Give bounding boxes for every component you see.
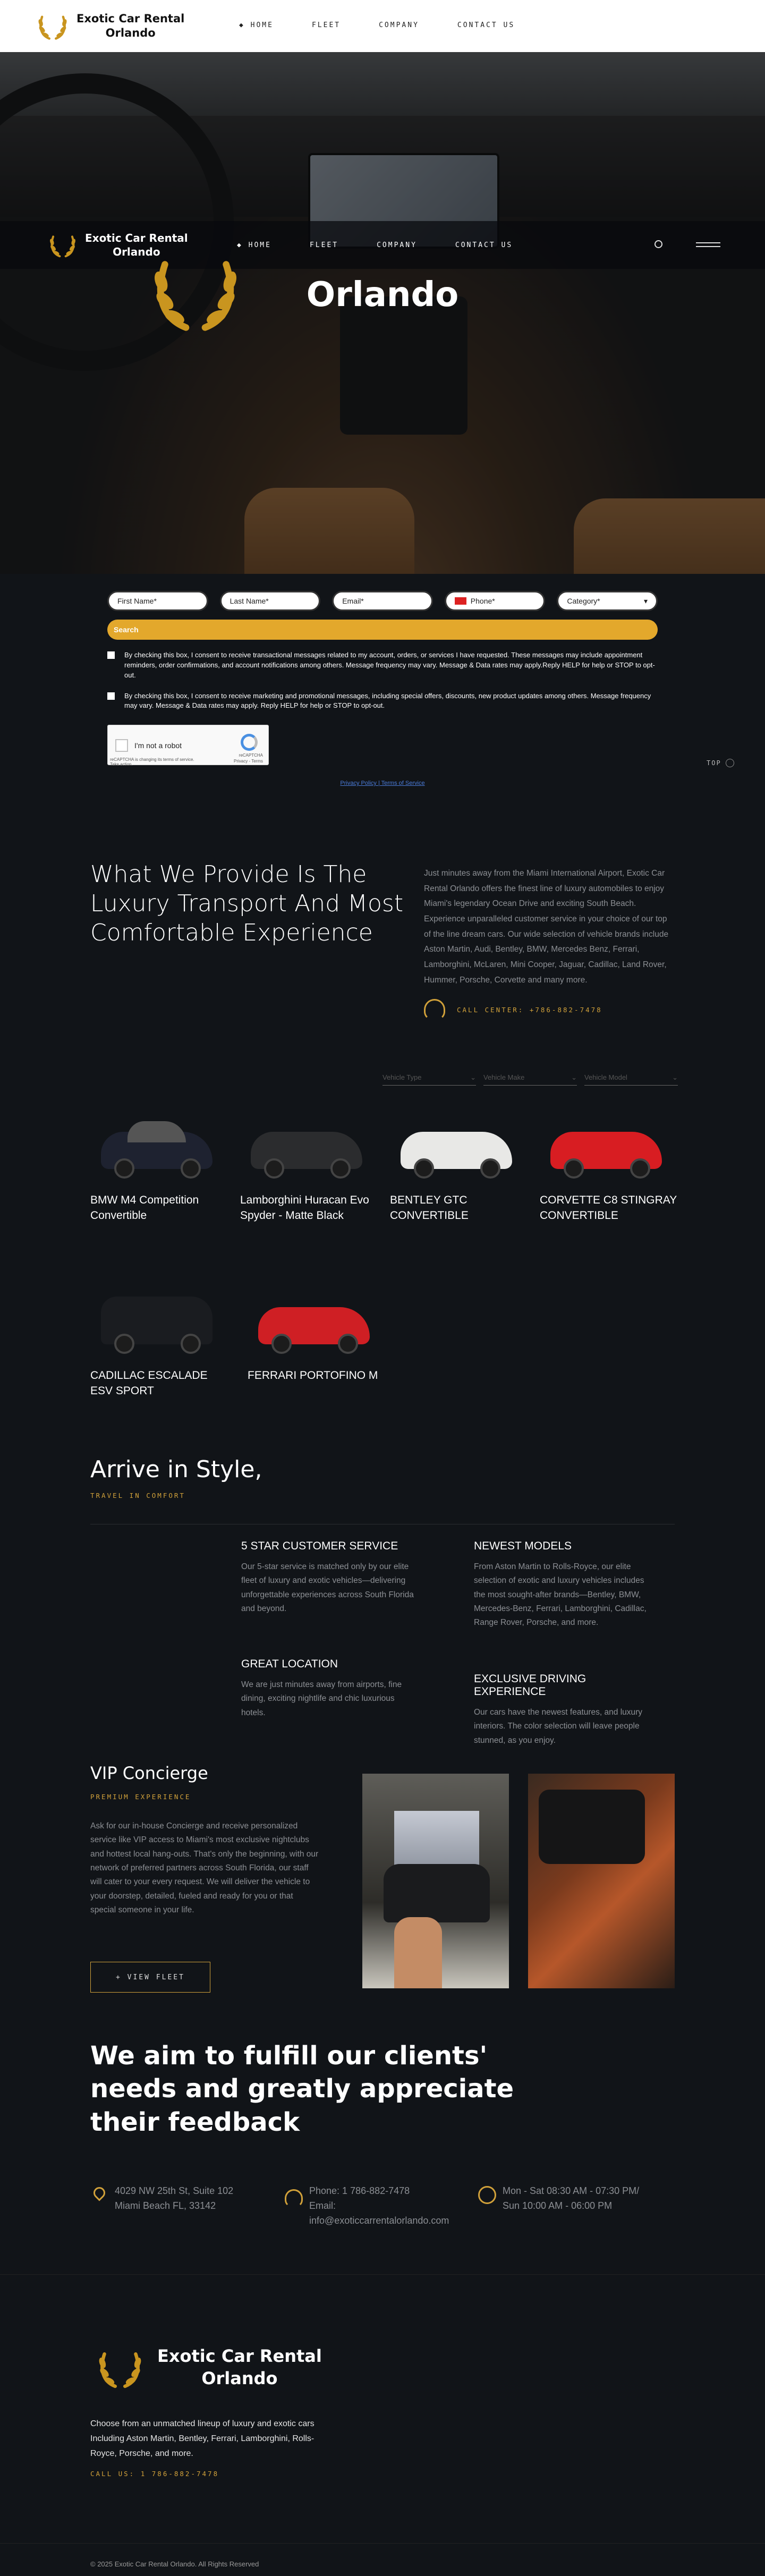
nav-fleet[interactable]: FLEET xyxy=(309,241,339,249)
hours-line-1: Mon - Sat 08:30 AM - 07:30 PM/ xyxy=(503,2185,640,2196)
arrow-up-icon xyxy=(726,759,734,767)
car-wheel xyxy=(630,1158,650,1179)
hours-text xyxy=(503,2184,639,2214)
car-card[interactable] xyxy=(240,1100,378,1224)
car-card[interactable] xyxy=(540,1100,678,1224)
last-name-input[interactable]: Last Name* xyxy=(220,591,321,611)
feature-text: We are just minutes away from airports, fine dining, exciting nightlife and chic luxurious hotels. xyxy=(241,1680,402,1717)
photo-dashboard xyxy=(539,1790,645,1864)
provide-text: Just minutes away from the Miami International Airport, Exotic Car Rental Orlando offers the finest line of luxury automobiles to enjoy Miami's legendary Ocean Drive and exciting South Beach. Experience unparalleled customer service in your choice of our top of the line dream cars. Our wide selection of vehicle brands include Aston Martin, Audi, Bentley, BMW, Mercedes Benz, Ferrari, Lamborghini, McLaren, Mini Cooper, Jaguar, Cadillac, Land Rover, Hummer, Porsche, Corvette and many more. xyxy=(424,869,669,985)
headset-icon xyxy=(285,2189,303,2207)
consent-marketing xyxy=(107,691,658,711)
hero-title: Orlando xyxy=(306,275,459,315)
car-name[interactable]: BENTLEY GTC CONVERTIBLE xyxy=(390,1194,469,1222)
call-center[interactable] xyxy=(424,999,602,1020)
footer-divider xyxy=(0,2274,765,2275)
nav-home-label: HOME xyxy=(250,21,274,29)
footer-brand-name xyxy=(157,2345,322,2389)
chevron-down-icon: ⌄ xyxy=(571,1073,577,1081)
feature-item xyxy=(241,1658,416,1720)
nav-contact[interactable]: CONTACT US xyxy=(457,21,515,29)
contact-hours xyxy=(478,2184,639,2214)
copyright: © 2025 Exotic Car Rental Orlando. All Rights Reserved xyxy=(90,2560,259,2568)
address-text xyxy=(115,2184,233,2214)
photo-car xyxy=(384,1864,490,1922)
lead-form xyxy=(107,591,658,786)
brand-name xyxy=(76,12,184,41)
feature-title: 5 STAR CUSTOMER SERVICE xyxy=(241,1540,398,1552)
car-image[interactable] xyxy=(248,1275,386,1366)
car-wheel xyxy=(181,1158,201,1179)
car-wheel xyxy=(114,1158,134,1179)
car-wheel xyxy=(414,1158,434,1179)
feature-text: From Aston Martin to Rolls-Royce, our elite selection of exotic and luxury vehicles includes the most sought-after brands—Bentley, BMW, Mercedes-Benz, Ferrari, Lamborghini, Cadillac, Range Rover, Porsche, and more. xyxy=(474,1562,647,1628)
vip-heading: VIP Concierge xyxy=(90,1763,208,1783)
concierge-photo-keyfob xyxy=(362,1774,509,1988)
brand-logo[interactable] xyxy=(36,10,184,43)
clock-icon xyxy=(478,2186,496,2204)
vehicle-make-label: Vehicle Make xyxy=(483,1073,525,1081)
laurel-icon xyxy=(36,10,69,43)
address-line-1: 4029 NW 25th St, Suite 102 xyxy=(115,2185,234,2196)
brand-line-2: Orlando xyxy=(201,2368,278,2388)
car-wheel xyxy=(564,1158,584,1179)
brand-line-1: Exotic Car Rental xyxy=(76,12,185,25)
recaptcha-terms[interactable]: Privacy - Terms xyxy=(234,759,263,764)
vehicle-type-label: Vehicle Type xyxy=(382,1073,422,1081)
vehicle-filters xyxy=(382,1073,678,1086)
brand-line-2: Orlando xyxy=(113,245,160,258)
category-select[interactable] xyxy=(557,591,658,611)
nav-home[interactable]: ◆ HOME xyxy=(239,21,274,29)
flag-icon[interactable] xyxy=(455,597,466,605)
headset-icon xyxy=(424,999,445,1020)
car-wheel xyxy=(264,1158,284,1179)
car-card[interactable] xyxy=(90,1275,228,1399)
view-fleet-button[interactable]: + VIEW FLEET xyxy=(90,1962,210,1993)
consent-transactional xyxy=(107,650,658,681)
recaptcha-notice[interactable]: reCAPTCHA is changing its terms of service. Take action. xyxy=(110,757,194,767)
car-name[interactable]: CORVETTE C8 STINGRAY CONVERTIBLE xyxy=(540,1194,677,1222)
first-name-input[interactable]: First Name* xyxy=(107,591,208,611)
site-header xyxy=(0,0,765,52)
car-wheel xyxy=(480,1158,500,1179)
phone-input[interactable] xyxy=(445,591,546,611)
arrive-section-heading xyxy=(90,1456,262,1499)
sticky-nav xyxy=(237,241,551,249)
category-placeholder: Category* xyxy=(567,597,600,605)
feature-item xyxy=(474,1540,649,1630)
phone-text[interactable]: Phone: 1 786-882-7478 xyxy=(309,2185,410,2196)
photo-hand xyxy=(394,1917,442,1988)
laurel-icon xyxy=(48,230,78,260)
chevron-down-icon: ⌄ xyxy=(672,1073,678,1081)
feature-item xyxy=(241,1540,416,1616)
contact-address xyxy=(90,2184,233,2214)
car-name[interactable]: Lamborghini Huracan Evo Spyder - Matte Black xyxy=(240,1194,369,1222)
location-pin-icon xyxy=(91,2184,107,2201)
footer-bottom-divider xyxy=(0,2543,765,2544)
menu-icon[interactable] xyxy=(696,242,720,250)
consent-transactional-checkbox[interactable] xyxy=(107,651,115,659)
feature-text: Our cars have the newest features, and luxury interiors. The color selection will leave people stunned, as you enjoy. xyxy=(474,1708,643,1745)
sticky-header xyxy=(0,221,765,269)
feature-title: GREAT LOCATION xyxy=(241,1658,338,1670)
footer-call[interactable]: CALL US: 1 786-882-7478 xyxy=(90,2470,219,2478)
address-line-2: Miami Beach FL, 33142 xyxy=(115,2200,216,2211)
car-card[interactable] xyxy=(248,1275,386,1383)
vip-text: Ask for our in-house Concierge and receive personalized service like VIP access to Miami's most exclusive nightclubs and hottest local hang-outs. That's only the beginning, with our network of preferred partners across South Florida, our staff will cater to your every request. We will deliver the vehicle to your doorstep, detailed, fueled and ready for you or that special someone in your life. xyxy=(90,1821,319,1915)
form-fields-row xyxy=(107,591,658,611)
chevron-down-icon: ▾ xyxy=(643,596,648,605)
car-wheel xyxy=(271,1334,292,1354)
car-image[interactable] xyxy=(90,1275,228,1366)
feature-text: Our 5-star service is matched only by our elite fleet of luxury and exotic vehicles—delivering unforgettable experiences across South Florida and beyond. xyxy=(241,1562,414,1614)
vehicle-type-select[interactable] xyxy=(382,1073,476,1086)
nav-home-label: HOME xyxy=(248,241,271,249)
feature-title: EXCLUSIVE DRIVING EXPERIENCE xyxy=(474,1673,586,1698)
recaptcha-checkbox[interactable] xyxy=(115,739,128,752)
car-cabin xyxy=(128,1121,186,1142)
recaptcha-widget xyxy=(107,725,269,765)
brand-line-2: Orlando xyxy=(105,27,156,39)
concierge-photo-interior xyxy=(528,1774,675,1988)
arrive-subheading: TRAVEL IN COMFORT xyxy=(90,1492,185,1499)
footer-logo[interactable] xyxy=(96,2343,322,2392)
vehicle-model-label: Vehicle Model xyxy=(584,1073,627,1081)
car-card[interactable] xyxy=(90,1100,228,1224)
footer-text: Choose from an unmatched lineup of luxury and exotic cars Including Aston Martin, Bentley, Ferrari, Lamborghini, Rolls-Royce, Porsche, and more. xyxy=(90,2419,314,2458)
nav-company[interactable]: COMPANY xyxy=(379,21,419,29)
nav-home[interactable]: ◆ HOME xyxy=(237,241,271,249)
nav-company[interactable]: COMPANY xyxy=(377,241,417,249)
car-wheel xyxy=(338,1334,358,1354)
car-wheel xyxy=(114,1334,134,1354)
phone-email-text xyxy=(309,2184,449,2228)
email-link[interactable]: info@exoticcarrentalorlando.com xyxy=(309,2215,449,2226)
car-wheel xyxy=(181,1334,201,1354)
vip-subheading: PREMIUM EXPERIENCE xyxy=(90,1793,191,1801)
car-name[interactable]: BMW M4 Competition Convertible xyxy=(90,1194,199,1222)
recaptcha-logo-icon xyxy=(241,734,258,751)
laurel-icon xyxy=(96,2343,144,2392)
car-card[interactable] xyxy=(390,1100,528,1224)
phone-placeholder: Phone* xyxy=(470,597,495,605)
contact-phone-email xyxy=(285,2184,449,2228)
consent-marketing-checkbox[interactable] xyxy=(107,692,115,700)
scroll-top-button[interactable] xyxy=(707,759,734,767)
car-image[interactable] xyxy=(240,1100,378,1190)
vehicle-make-select[interactable] xyxy=(483,1073,577,1086)
aim-heading: We aim to fulfill our clients' needs and greatly appreciate their feedback xyxy=(90,2041,514,2137)
car-name[interactable]: CADILLAC ESCALADE ESV SPORT xyxy=(90,1369,208,1397)
search-icon[interactable] xyxy=(654,240,662,248)
nav-contact[interactable]: CONTACT US xyxy=(455,241,513,249)
car-name[interactable]: FERRARI PORTOFINO M xyxy=(248,1369,378,1382)
recaptcha-label: I'm not a robot xyxy=(134,741,182,750)
privacy-terms-links[interactable]: Privacy Policy | Terms of Service xyxy=(340,780,425,786)
chevron-down-icon: ⌄ xyxy=(470,1073,476,1081)
provide-heading: What We Provide Is The Luxury Transport And Most Comfortable Experience xyxy=(90,861,404,946)
consent-transactional-text: By checking this box, I consent to receive transactional messages related to my account, orders, or services I have requested. These messages may include appointment reminders, order confirmations, and account notifications among others. Message frequency may vary. Message & Data rates may apply.Reply HELP for help or STOP to opt-out. xyxy=(124,651,655,679)
vip-heading-block xyxy=(90,1763,208,1801)
car-wheel xyxy=(330,1158,351,1179)
main-nav xyxy=(239,21,553,29)
hero-section xyxy=(0,52,765,574)
brand-line-1: Exotic Car Rental xyxy=(85,232,188,244)
search-button[interactable]: Search xyxy=(107,620,658,640)
car-image[interactable] xyxy=(390,1100,528,1190)
top-label: TOP xyxy=(707,759,721,767)
email-input[interactable]: Email* xyxy=(332,591,433,611)
vehicle-model-select[interactable] xyxy=(584,1073,678,1086)
car-image[interactable] xyxy=(90,1100,228,1190)
car-image[interactable] xyxy=(540,1100,678,1190)
consent-marketing-text: By checking this box, I consent to receive marketing and promotional messages, including special offers, discounts, new product updates among others. Message frequency may vary. Message & Data rates may apply. Reply HELP for help or STOP to opt-out. xyxy=(124,691,651,710)
feature-title: NEWEST MODELS xyxy=(474,1540,572,1552)
arrive-heading: Arrive in Style, xyxy=(90,1456,262,1483)
feature-item xyxy=(474,1673,649,1748)
email-label: Email: xyxy=(309,2200,336,2211)
nav-fleet[interactable]: FLEET xyxy=(311,21,341,29)
brand-line-1: Exotic Car Rental xyxy=(157,2346,322,2367)
recaptcha-brand: reCAPTCHA xyxy=(239,753,263,758)
hours-line-2: Sun 10:00 AM - 06:00 PM xyxy=(503,2200,613,2211)
call-center-label: CALL CENTER: +786-882-7478 xyxy=(457,1005,602,1014)
